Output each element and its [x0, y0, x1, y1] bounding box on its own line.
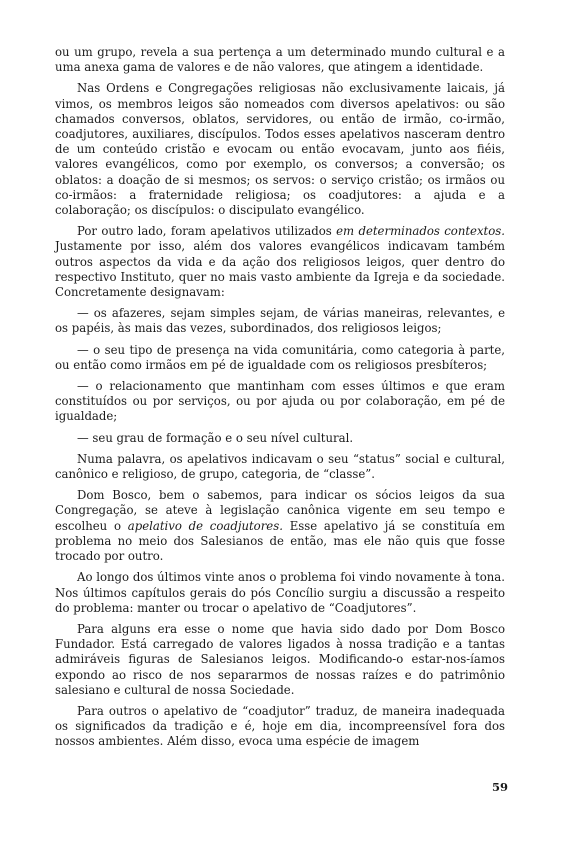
paragraph	[55, 224, 505, 300]
italic-phrase: em determinados contextos.	[336, 224, 505, 239]
paragraph-text: Por outro lado, foram apelativos utilizados	[77, 224, 332, 239]
paragraph: Para alguns era esse o nome que havia sido dado por Dom Bosco Fundador. Está carregado de valores ligados à nossa tradição e a tantas admiráveis figuras de Salesianos leigos. Modificando-o estar-nos-íamos expondo ao risco de nos separarmos de nossas raízes e do patrimônio salesiano e cultural de nossa Sociedade.	[55, 621, 505, 697]
paragraph: — o seu tipo de presença na vida comunitária, como categoria à parte, ou então como irmãos em pé de igualdade com os religiosos presbíteros;	[55, 342, 505, 372]
page-number: 59	[491, 780, 508, 794]
paragraph	[55, 488, 505, 564]
paragraph: Nas Ordens e Congregações religiosas não exclusivamente laicais, já vimos, os membros leigos são nomeados com diversos apelativos: ou são chamados conversos, oblatos, servidores, ou então de irmão, co-irmão, coadjutores, auxiliares, discípulos. Todos esses apelativos nasceram dentro de um conteúdo cristão e evocam ou então evocavam, junto aos fiéis, valores evangélicos, como por exemplo, os conversos; a conversão; os oblatos: a doação de si mesmos; os servos: o serviço cristão; os irmãos ou co-irmãos: a fraternidade religiosa; os coadjutores: a ajuda e a colaboração; os discípulos: o discipulato evangélico.	[55, 81, 505, 218]
paragraph: Numa palavra, os apelativos indicavam o seu “status” social e cultural, canônico e religioso, de grupo, categoria, de “classe”.	[55, 451, 505, 482]
paragraph: Para outros o apelativo de “coadjutor” traduz, de maneira inadequada os significados da tradição e é, hoje em dia, incompreensível fora dos nossos ambientes. Além disso, evoca uma espécie de imagem	[55, 703, 505, 749]
paragraph: ou um grupo, revela a sua pertença a um determinado mundo cultural e a uma anexa gama de valores e de não valores, que atingem a identidade.	[55, 45, 505, 75]
paragraph: — seu grau de formação e o seu nível cultural.	[77, 430, 354, 445]
italic-phrase: apelativo de coadjutores.	[127, 518, 283, 533]
paragraph-text: Justamente por isso, além dos valores evangélicos indicavam também outros aspectos da vida e da ação dos religiosos leigos, quer dentro do respectivo Instituto, quer no mais vasto ambiente da Igreja e da sociedade. Concretamente designavam:	[55, 239, 505, 300]
paragraph: — o relacionamento que mantinham com esses últimos e que eram constituídos ou por serviços, ou por ajuda ou por colaboração, em pé de igualdade;	[55, 379, 505, 424]
paragraph: — os afazeres, sejam simples sejam, de várias maneiras, relevantes, e os papéis, às mais das vezes, subordinados, dos religiosos leigos;	[55, 306, 505, 336]
paragraph-text: Dom Bosco, bem o sabemos, para indicar os sócios leigos da sua Congregação, se ateve à legislação canônica vigente em seu tempo e escolheu o	[55, 488, 505, 533]
body-text	[55, 45, 505, 750]
paragraph-text: Esse apelativo já se constituía em problema no meio dos Salesianos de então, mas ele não quis que fosse trocado por outro.	[55, 518, 505, 564]
paragraph: Ao longo dos últimos vinte anos o problema foi vindo novamente à tona. Nos últimos capítulos gerais do pós Concílio surgiu a discussão a respeito do problema: manter ou trocar o apelativo de “Coadjutores”.	[55, 570, 505, 615]
